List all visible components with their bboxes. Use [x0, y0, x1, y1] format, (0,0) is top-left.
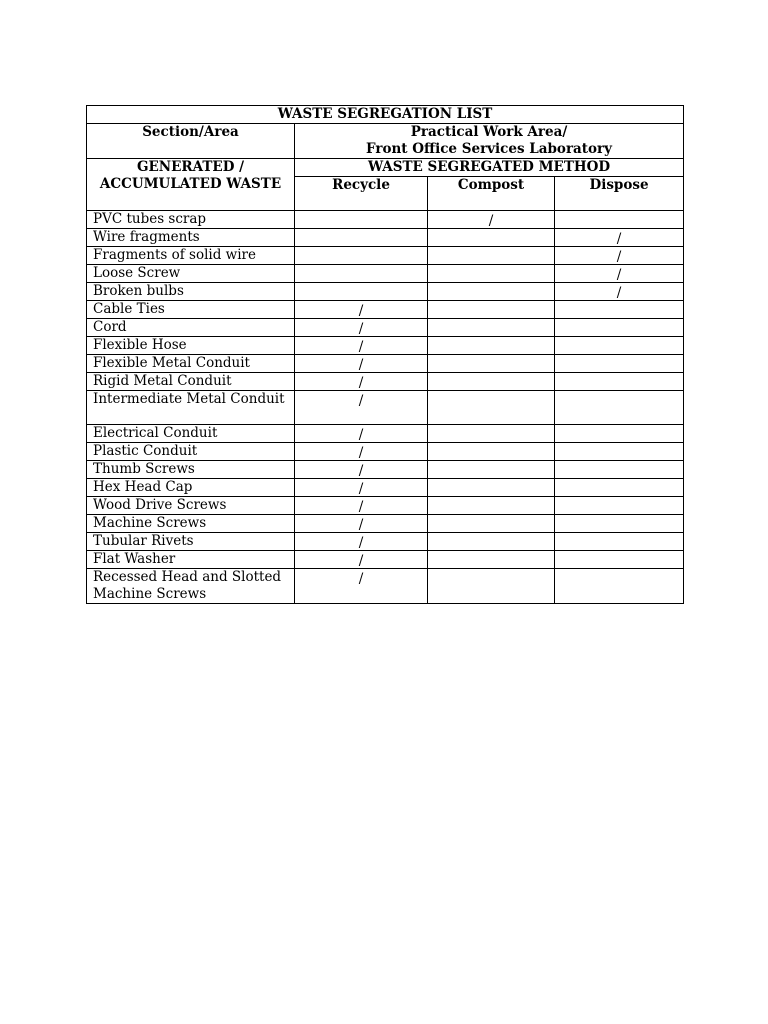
mark-dispose: [555, 391, 684, 425]
table-row: [87, 551, 684, 569]
table-row: [87, 247, 684, 265]
waste-item-name: Intermediate Metal Conduit: [87, 391, 295, 425]
check-mark: /: [358, 517, 364, 533]
table-row: [87, 569, 684, 604]
table-row: [87, 355, 684, 373]
mark-dispose: [555, 319, 684, 337]
check-mark: /: [358, 339, 364, 355]
waste-item-name: Wire fragments: [87, 229, 295, 247]
mark-compost: [428, 319, 555, 337]
table-row: [87, 211, 684, 229]
mark-dispose: [555, 551, 684, 569]
mark-dispose: [555, 265, 684, 283]
mark-dispose: [555, 461, 684, 479]
waste-item-name: Rigid Metal Conduit: [87, 373, 295, 391]
check-mark: /: [358, 303, 364, 319]
waste-item-name: Tubular Rivets: [87, 533, 295, 551]
mark-dispose: [555, 283, 684, 301]
method-header-row: [87, 159, 684, 177]
waste-item-name: Hex Head Cap: [87, 479, 295, 497]
waste-header-line1: GENERATED /: [136, 159, 245, 175]
waste-item-name: Flat Washer: [87, 551, 295, 569]
mark-recycle: [295, 479, 428, 497]
mark-dispose: [555, 373, 684, 391]
table-row: [87, 497, 684, 515]
check-mark: /: [358, 553, 364, 569]
table-row: [87, 461, 684, 479]
title-row: [87, 106, 684, 124]
table-title: WASTE SEGREGATION LIST: [87, 106, 684, 124]
mark-compost: [428, 443, 555, 461]
mark-compost: [428, 229, 555, 247]
mark-compost: [428, 211, 555, 229]
mark-compost: [428, 247, 555, 265]
waste-header: [87, 159, 295, 211]
mark-compost: [428, 569, 555, 604]
waste-item-name: Plastic Conduit: [87, 443, 295, 461]
table-row: [87, 373, 684, 391]
waste-item-name: Flexible Metal Conduit: [87, 355, 295, 373]
waste-item-name: Fragments of solid wire: [87, 247, 295, 265]
waste-item-name: Electrical Conduit: [87, 425, 295, 443]
section-label: Section/Area: [87, 124, 295, 159]
mark-recycle: [295, 497, 428, 515]
mark-dispose: [555, 569, 684, 604]
waste-segregation-table: [86, 105, 684, 604]
column-header-recycle: Recycle: [295, 177, 428, 211]
mark-compost: [428, 301, 555, 319]
check-mark: /: [358, 499, 364, 515]
table-row: [87, 391, 684, 425]
mark-dispose: [555, 355, 684, 373]
check-mark: /: [616, 285, 622, 301]
waste-item-name: Flexible Hose: [87, 337, 295, 355]
table-row: [87, 515, 684, 533]
check-mark: /: [358, 463, 364, 479]
mark-compost: [428, 497, 555, 515]
mark-recycle: [295, 515, 428, 533]
table-row: [87, 425, 684, 443]
mark-compost: [428, 479, 555, 497]
table-row: [87, 319, 684, 337]
table-row: [87, 479, 684, 497]
mark-dispose: [555, 229, 684, 247]
mark-recycle: [295, 283, 428, 301]
section-value: [295, 124, 684, 159]
mark-recycle: [295, 247, 428, 265]
check-mark: /: [358, 321, 364, 337]
waste-item-name: Thumb Screws: [87, 461, 295, 479]
check-mark: /: [616, 267, 622, 283]
mark-recycle: [295, 265, 428, 283]
waste-item-name: Cord: [87, 319, 295, 337]
section-value-line2: Front Office Services Laboratory: [366, 141, 612, 157]
mark-compost: [428, 283, 555, 301]
waste-item-name: Cable Ties: [87, 301, 295, 319]
mark-compost: [428, 461, 555, 479]
mark-recycle: [295, 461, 428, 479]
mark-recycle: [295, 569, 428, 604]
check-mark: /: [358, 571, 364, 587]
check-mark: /: [358, 427, 364, 443]
mark-compost: [428, 391, 555, 425]
waste-header-line2: ACCUMULATED WASTE: [99, 176, 282, 192]
mark-compost: [428, 551, 555, 569]
mark-dispose: [555, 533, 684, 551]
mark-compost: [428, 355, 555, 373]
mark-recycle: [295, 319, 428, 337]
check-mark: /: [358, 375, 364, 391]
mark-recycle: [295, 373, 428, 391]
column-header-dispose: Dispose: [555, 177, 684, 211]
waste-item-name: Wood Drive Screws: [87, 497, 295, 515]
section-row: [87, 124, 684, 159]
table-row: [87, 443, 684, 461]
table-row: [87, 337, 684, 355]
mark-recycle: [295, 425, 428, 443]
check-mark: /: [358, 445, 364, 461]
check-mark: /: [616, 249, 622, 265]
section-value-line1: Practical Work Area/: [410, 124, 568, 140]
mark-dispose: [555, 479, 684, 497]
column-header-compost: Compost: [428, 177, 555, 211]
mark-recycle: [295, 443, 428, 461]
mark-dispose: [555, 425, 684, 443]
method-header: WASTE SEGREGATED METHOD: [295, 159, 684, 177]
check-mark: /: [358, 357, 364, 373]
mark-recycle: [295, 533, 428, 551]
waste-item-name: Broken bulbs: [87, 283, 295, 301]
mark-compost: [428, 373, 555, 391]
mark-compost: [428, 265, 555, 283]
waste-segregation-sheet: [86, 105, 683, 604]
check-mark: /: [358, 393, 364, 409]
waste-item-name: Loose Screw: [87, 265, 295, 283]
check-mark: /: [358, 481, 364, 497]
mark-dispose: [555, 443, 684, 461]
mark-recycle: [295, 551, 428, 569]
table-row: [87, 265, 684, 283]
waste-item-name: PVC tubes scrap: [87, 211, 295, 229]
mark-dispose: [555, 211, 684, 229]
mark-compost: [428, 533, 555, 551]
mark-recycle: [295, 211, 428, 229]
table-row: [87, 301, 684, 319]
check-mark: /: [616, 231, 622, 247]
mark-dispose: [555, 515, 684, 533]
mark-recycle: [295, 229, 428, 247]
mark-recycle: [295, 391, 428, 425]
mark-recycle: [295, 355, 428, 373]
waste-item-name: Machine Screws: [87, 515, 295, 533]
check-mark: /: [358, 535, 364, 551]
mark-dispose: [555, 301, 684, 319]
table-row: [87, 283, 684, 301]
mark-recycle: [295, 337, 428, 355]
mark-dispose: [555, 337, 684, 355]
mark-compost: [428, 515, 555, 533]
mark-dispose: [555, 497, 684, 515]
mark-compost: [428, 337, 555, 355]
check-mark: /: [488, 213, 494, 229]
mark-dispose: [555, 247, 684, 265]
mark-compost: [428, 425, 555, 443]
mark-recycle: [295, 301, 428, 319]
waste-item-name: Recessed Head and Slotted Machine Screws: [87, 569, 295, 604]
table-row: [87, 533, 684, 551]
table-row: [87, 229, 684, 247]
